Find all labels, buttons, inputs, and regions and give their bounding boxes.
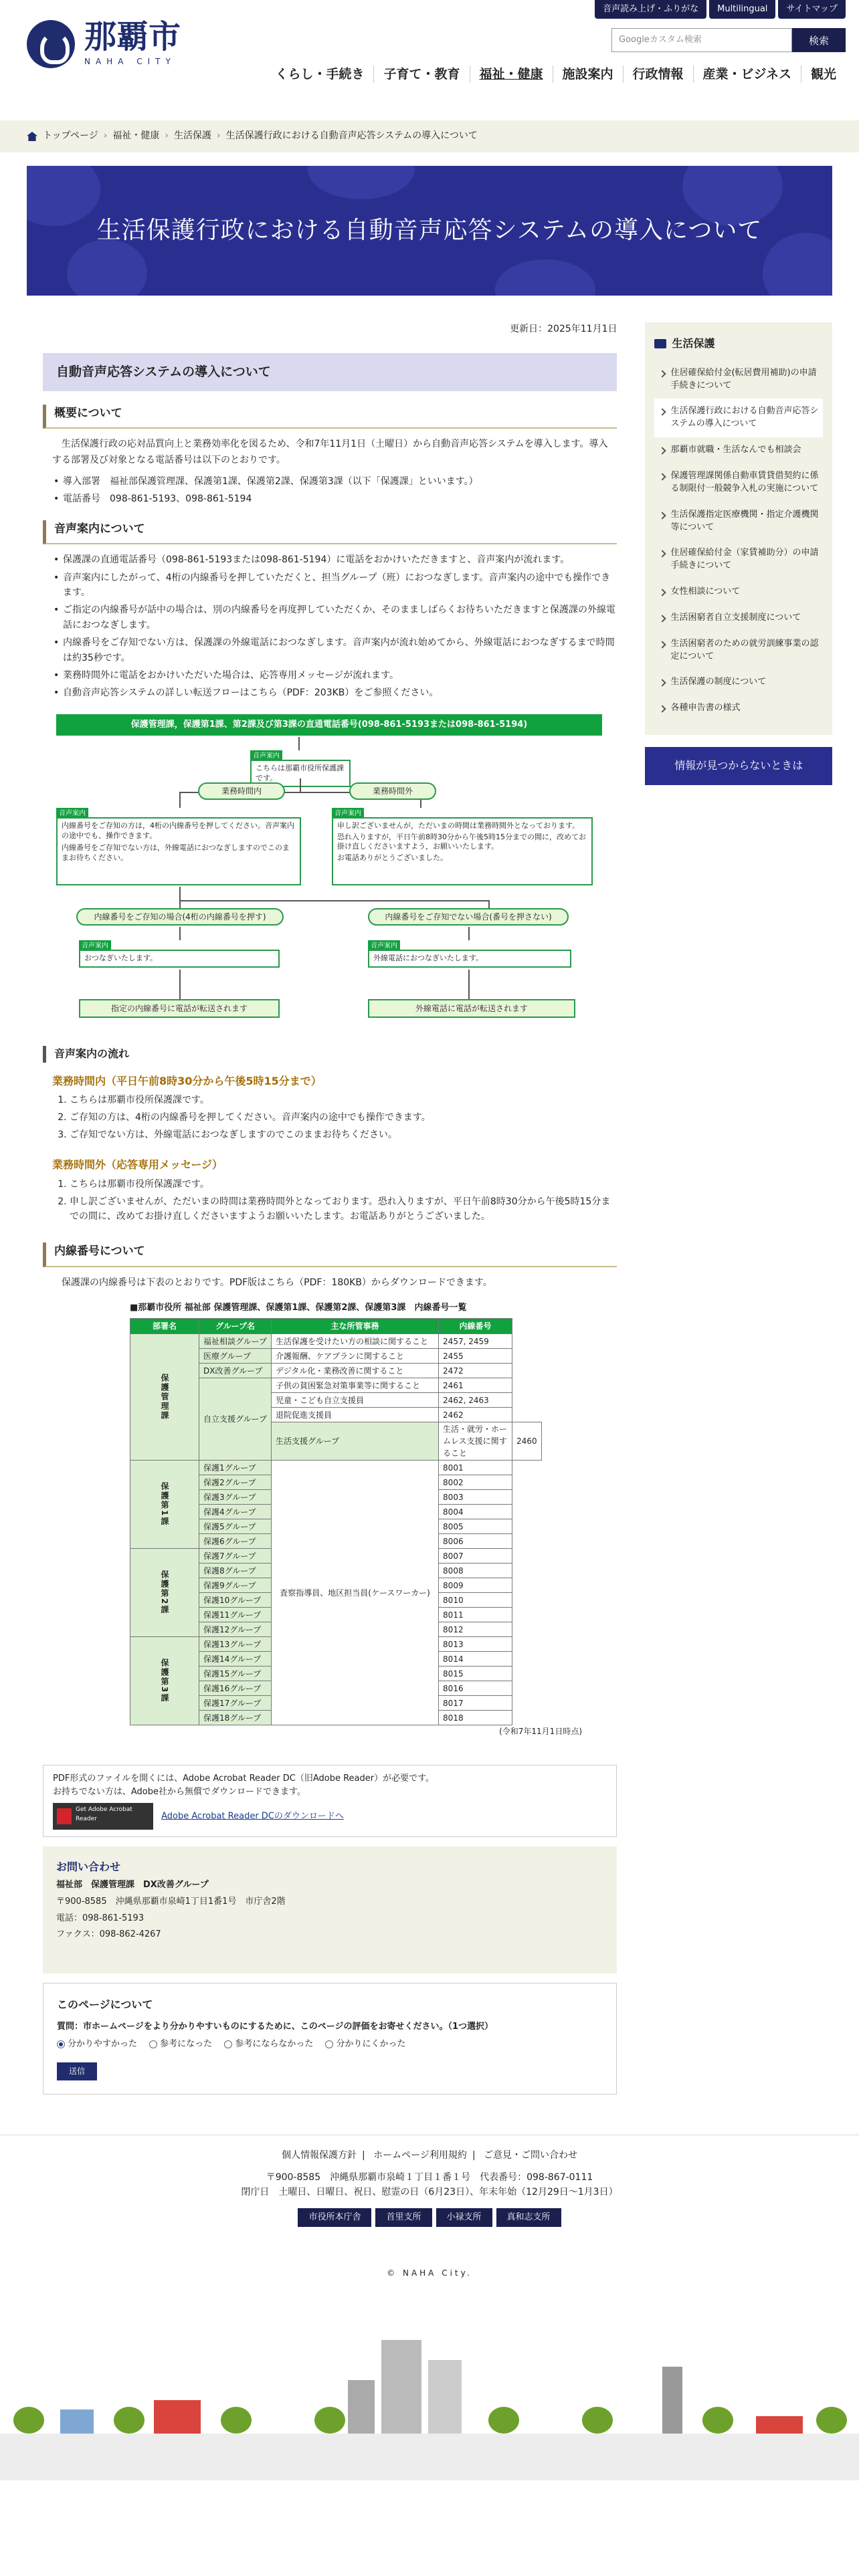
main-content (43, 322, 617, 2095)
adobe-download-link[interactable]: Adobe Acrobat Reader DCのダウンロードへ (161, 1811, 344, 1822)
table-row: 保護12グループ 8012 (130, 1622, 542, 1637)
site-footer: 個人情報保護方針 | ホームページ利用規約 | ご意見・ご問い合わせ 〒900-8585 沖縄県那覇市泉崎１丁目１番１号 代表番号：098-867-0111 閉庁日 土曜日、日曜日、祝日、慰霊の日（6月23日）、年末年始（12月29日〜1月3日） 市役所本庁舎 首里支所 小禄支所 真和志支所 © NAHA City. (0, 2135, 859, 2480)
guide-heading: 音声案内について (43, 520, 617, 544)
list-item: 2. ご存知の方は、4桁の内線番号を押してください。音声案内の途中でも操作できます。 (70, 1111, 617, 1125)
sidebar (645, 322, 832, 2095)
contact-box: お問い合わせ 福祉部 保護管理課 DX改善グループ 〒900-8585 沖縄県那覇市泉崎1丁目1番1号 市庁舎2階 電話：098-861-5193 ファクス：098-862-4267 (43, 1846, 617, 1973)
nav-kosodate[interactable]: 子育て・教育 (374, 66, 470, 83)
table-row: 医療グループ 介護報酬、ケアプランに関すること 2455 (130, 1349, 542, 1364)
footer-honcho-button[interactable]: 市役所本庁舎 (298, 2208, 371, 2227)
table-row: 保護15グループ 8015 (130, 1667, 542, 1681)
sidebar-item[interactable]: 生活保護指定医療機関・指定介護機関等について (654, 502, 823, 541)
table-row: 保護4グループ 8004 (130, 1505, 542, 1519)
adobe-reader-badge-icon[interactable]: Get Adobe Acrobat Reader (53, 1803, 153, 1830)
sidebar-item[interactable]: 住居確保給付金（家賃補助分）の申請手続きについて (654, 540, 823, 579)
flow-left-box: 内線番号をご存知の方は，4桁の内線番号を押してください。音声案内の途中でも、操作できます。 内線番号をご存知でない方は，外線電話におつなぎしますのでこのままお待ちください。 (56, 817, 301, 885)
table-row: 保護6グループ 8006 (130, 1534, 542, 1549)
sidebar-item[interactable]: 保護管理課関係自動車賃貸借契約に係る制限付一般競争入札の実施について (654, 463, 823, 502)
flow-right-box: 申し訳ございませんが，ただいまの時間は業務時間外となっております。 恐れ入りますが，平日午前8時30分から午後5時15分までの間に，改めてお掛け直しくださいますよう，お願いいたします。 お電話ありがとうございました。 (332, 817, 593, 885)
utility-links (595, 0, 846, 19)
table-row: 保護8グループ 8008 (130, 1564, 542, 1578)
util-multilingual-link[interactable]: Multilingual (709, 0, 775, 19)
table-row: 保護5グループ 8005 (130, 1519, 542, 1534)
sidebar-item-current[interactable]: 生活保護行政における自動音声応答システムの導入について (654, 399, 823, 437)
table-row: 保護第2課 保護7グループ 8007 (130, 1549, 542, 1564)
home-icon (27, 132, 37, 141)
site-header (0, 0, 859, 120)
list-item: • 音声案内にしたがって、4桁の内線番号を押していただくと、担当グループ（班）におつなぎします。音声案内の途中でも操作できます。 (52, 570, 617, 601)
logo-sub: NAHA CITY (84, 56, 176, 66)
flow-connect: おつなぎいたします。 (79, 950, 280, 968)
table-row: 生活支援グループ 生活・就労・ホームレス支援に関すること 2460 (130, 1422, 542, 1461)
search-input[interactable]: Googleカスタム検索 (611, 28, 792, 52)
nav-kanko[interactable]: 観光 (810, 67, 836, 82)
table-row: 保護3グループ 8003 (130, 1490, 542, 1505)
logo-main: 那覇市 (84, 17, 181, 56)
table-caption: ■那覇市役所 福祉部 保護管理課、保護第1課、保護第2課、保護第3課 内線番号一覧 (130, 1303, 467, 1313)
city-emblem-icon (27, 20, 75, 68)
survey-option-3[interactable]: 参考にならなかった (224, 2038, 313, 2051)
nav-fukushi[interactable]: 福祉・健康 (470, 66, 553, 83)
title-banner (27, 166, 832, 296)
flow-head: 保護管理課，保護第1課、第2課及び第3課の直通電話番号(098-861-5193または098-861-5194) (56, 714, 602, 736)
nav-gyosei[interactable]: 行政情報 (624, 66, 694, 83)
table-row: 保護16グループ 8016 (130, 1681, 542, 1696)
list-item: 1. こちらは那覇市役所保護課です。 (70, 1093, 617, 1108)
flow-top-msg: こちらは那覇市役所保護課です。 (250, 760, 351, 788)
table-row: 保護2グループ 8002 (130, 1475, 542, 1490)
sidebar-item[interactable]: 各種申告書の様式 (654, 695, 823, 722)
breadcrumb-seikatsuhogo[interactable]: 生活保護 (173, 130, 211, 142)
list-item: • ご指定の内線番号が話中の場合は、別の内線番号を再度押していただくか、そのまましばらくお待ちいただきますと保護課の外線電話におつなぎします。 (52, 603, 617, 633)
overview-text: 生活保護行政の応対品質向上と業務効率化を図るため、令和7年11月1日（土曜日）から自動音声応答システムを導入します。導入する部署及び対象となる電話番号は以下のとおりです。 (52, 439, 608, 466)
flow-outer: 外線電話におつなぎいたします。 (368, 950, 571, 968)
footer-hours: 閉庁日 土曜日、日曜日、祝日、慰霊の日（6月23日）、年末年始（12月29日〜1月3日） (241, 2187, 618, 2198)
table-note: (令和7年11月1日時点) (499, 1727, 582, 1737)
list-item-pdf-link[interactable]: • 自動音声応答システムの詳しい転送フローはこちら（PDF：203KB）をご参照ください。 (52, 685, 617, 700)
city-illustration (0, 2293, 859, 2480)
not-found-button[interactable]: 情報が見つからないときは (645, 747, 832, 785)
sidebar-item[interactable]: 住居確保給付金(転居費用補助)の申請手続きについて (654, 360, 823, 399)
section-heading: 自動音声応答システムの導入について (43, 353, 617, 391)
site-logo[interactable] (27, 17, 181, 68)
contact-title: お問い合わせ (56, 1860, 121, 1873)
page-title: 生活保護行政における自動音声応答システムの導入について (96, 217, 763, 245)
list-item: 3. ご存知でない方は、外線電話におつなぎしますのでこのままお待ちください。 (70, 1128, 617, 1143)
table-row: 児童・こども自立支援員 2462, 2463 (130, 1393, 542, 1408)
footer-oroku-button[interactable]: 小禄支所 (436, 2208, 492, 2227)
table-row: 保護9グループ 8009 (130, 1578, 542, 1593)
updated-date: 更新日：2025年11月1日 (510, 324, 617, 334)
footer-mawashi-button[interactable]: 真和志支所 (496, 2208, 561, 2227)
nav-sangyo[interactable]: 産業・ビジネス (694, 66, 801, 83)
sidebar-item[interactable]: 生活保護の制度について (654, 669, 823, 695)
global-nav (266, 66, 846, 83)
flow-end-right: 外線電話に電話が転送されます (368, 999, 575, 1018)
nav-kurashi[interactable]: くらし・手続き (266, 66, 374, 83)
flow-out-hours: 業務時間外 (349, 782, 436, 800)
sidebar-item[interactable]: 那覇市就職・生活なんでも相談会 (654, 437, 823, 463)
site-search (611, 28, 846, 52)
table-row: 保護第1課 保護1グループ 査察指導員、地区担当員(ケースワーカー) 8001 (130, 1461, 542, 1475)
out-hours-heading: 業務時間外（応答専用メッセージ） (52, 1158, 223, 1172)
list-item: • 電話番号 098-861-5193、098-861-5194 (52, 492, 617, 506)
table-row: 保護第3課 保護13グループ 8013 (130, 1637, 542, 1652)
ext-heading: 内線番号について (43, 1243, 617, 1267)
survey-submit-button[interactable]: 送信 (57, 2062, 97, 2080)
breadcrumb: トップページ › 福祉・健康 › 生活保護 › 生活保護行政における自動音声応答システムの導入について (0, 120, 859, 152)
footer-privacy-link[interactable]: 個人情報保護方針 (281, 2149, 357, 2161)
list-item: • 業務時間外に電話をおかけいただいた場合は、応答専用メッセージが流れます。 (52, 668, 617, 683)
util-sitemap-link[interactable]: サイトマップ (778, 0, 846, 19)
table-row: DX改善グループ デジタル化・業務改善に関すること 2472 (130, 1364, 542, 1378)
table-row: 保護18グループ 8018 (130, 1711, 542, 1725)
sidebar-item[interactable]: 生活困窮者自立支援制度について (654, 605, 823, 631)
list-item: • 保護課の直通電話番号（098-861-5193または098-861-5194）に電話をおかけいただきますと、音声案内が流れます。 (52, 552, 617, 567)
sidebar-item[interactable]: 女性相談について (654, 579, 823, 605)
adobe-notice: PDF形式のファイルを開くには、Adobe Acrobat Reader DC（旧Adobe Reader）が必要です。 お持ちでない方は、Adobe社から無償でダウンロードできます。 Get Adobe Acrobat Reader Adobe Acrobat Reader DCのダウンロードへ (43, 1765, 617, 1837)
survey-option-2[interactable]: 参考になった (149, 2038, 212, 2051)
in-hours-heading: 業務時間内（平日午前8時30分から午後5時15分まで） (52, 1074, 322, 1087)
folder-icon (654, 339, 666, 348)
nav-shisetsu[interactable]: 施設案内 (553, 66, 624, 83)
transfer-flow-diagram: 保護管理課，保護第1課、第2課及び第3課の直通電話番号(098-861-5193または098-861-5194) 音声案内 こちらは那覇市役所保護課です。 業務時間内 業務時間外 音声案内 内線番号をご存知の方は，4桁の内線番号を押してください。音声案内の途中でも、操作できます。 内線番号をご存知でない方は，外線電話におつなぎしますのでこのままお待ちください。 音声案内 申し訳ございませんが，ただいまの時間は業務時間外となっております。 恐れ入りますが，平日午前8時30分から午後5時15分までの間に，改めてお掛け直しくださいますよう，お願いいたします。 お電話ありがとうございました。 内線番号をご存知の場合(4桁の内線番号を押す) 内線番号をご存知でない場合(番号を押さない) 音声案内 おつなぎいたします。 音声案内 外線電話におつなぎいたします。 指定の内線番号に電話が転送されます 外線電話に電話が転送されます (56, 714, 602, 1034)
breadcrumb-fukushi[interactable]: 福祉・健康 (112, 130, 160, 142)
table-row: 保護11グループ 8011 (130, 1608, 542, 1622)
breadcrumb-top[interactable]: トップページ (43, 130, 98, 142)
copyright: © NAHA City. (387, 2268, 472, 2278)
sidebar-item[interactable]: 生活困窮者のための就労訓練事業の認定について (654, 631, 823, 670)
survey-option-4[interactable]: 分かりにくかった (325, 2038, 405, 2051)
table-row: 自立支援グループ 子供の貧困緊急対策事業等に関すること 2461 (130, 1378, 542, 1393)
overview-heading: 概要について (43, 405, 617, 429)
search-button[interactable]: 検索 (792, 28, 846, 52)
table-row: 退院促進支援員 2462 (130, 1408, 542, 1422)
table-row: 保護10グループ 8010 (130, 1593, 542, 1608)
ext-text-pdf-link[interactable]: 保護課の内線番号は下表のとおりです。PDF版はこちら（PDF：180KB）からダウンロードできます。 (62, 1277, 492, 1288)
table-row: 保護14グループ 8014 (130, 1652, 542, 1667)
list-item: 2. 申し訳ございませんが、ただいまの時間は業務時間外となっております。恐れ入りますが、平日午前8時30分から午後5時15分までの間に、改めてお掛け直しくださいますようお願いいたします。お電話ありがとうございました。 (70, 1195, 617, 1224)
flow-tag: 音声案内 (250, 750, 282, 762)
table-row: 保護17グループ 8017 (130, 1696, 542, 1711)
util-readaloud-link[interactable]: 音声読み上げ・ふりがな (595, 0, 706, 19)
footer-address: 〒900-8585 沖縄県那覇市泉崎１丁目１番１号 代表番号：098-867-0111 (266, 2172, 593, 2183)
list-item: • 内線番号をご存知でない方は、保護課の外線電話におつなぎします。音声案内が流れ始めてから、外線電話におつなぎするまで時間は約35秒です。 (52, 635, 617, 665)
flow-heading: 音声案内の流れ (43, 1046, 617, 1063)
breadcrumb-current: 生活保護行政における自動音声応答システムの導入について (225, 130, 478, 142)
sidebar-title: 生活保護 (654, 336, 823, 352)
survey-option-1[interactable]: 分かりやすかった (57, 2038, 137, 2051)
extension-table: 部署名 グループ名 主な所管事務 内線番号 保護管理課 福祉相談グループ 生活保護を受けたい方の相談に関すること 2457, 2459 医療グループ 介護報酬、ケアプランに関すること 2455 DX改善グループ デジタル化・業務改善に関すること 2472 自立支援グループ 子供の貧困緊急対策事業等に関すること 2461 児童・こども自立支援員 2462, 2463 退院促進支援員 2462 生活支援グループ 生活・就労・ホームレス支援に関すること 2460 保護第1課 保護1グループ 査察指導員、地区担当員(ケースワーカー) 8001 保護2グループ 8002 保護3グループ 8003 保護4グループ 8004 保護5グループ 8005 保護6グループ 8006 保護第2課 保護7グループ 8007 保護8グループ 8008 保護9グループ 8009 保護10グループ 8010 保護11グループ 8011 保護12グループ 8012 保護第3課 保護13グループ 8013 保護14グループ 8014 保護15グループ 8015 保護16グループ 8016 保護17グループ 8017 保護18グループ 8018 (130, 1318, 542, 1726)
survey-title: このページについて (57, 1998, 153, 2011)
footer-shuri-button[interactable]: 首里支所 (375, 2208, 432, 2227)
page-survey: このページについて 質問：市ホームページをより分かりやすいものにするために、このページの評価をお寄せください。（1つ選択） 分かりやすかった 参考になった 参考にならなかった 分かりにくかった 送信 (43, 1983, 617, 2095)
flow-know: 内線番号をご存知の場合(4桁の内線番号を押す) (76, 908, 284, 926)
footer-terms-link[interactable]: ホームページ利用規約 (373, 2149, 467, 2161)
table-row: 保護管理課 福祉相談グループ 生活保護を受けたい方の相談に関すること 2457, 2459 (130, 1334, 542, 1349)
flow-dont-know: 内線番号をご存知でない場合(番号を押さない) (368, 908, 569, 926)
footer-contact-link[interactable]: ご意見・ご問い合わせ (484, 2149, 578, 2161)
flow-end-left: 指定の内線番号に電話が転送されます (79, 999, 280, 1018)
list-item: 1. こちらは那覇市役所保護課です。 (70, 1178, 617, 1192)
list-item: • 導入部署 福祉部保護管理課、保護第1課、保護第2課、保護第3課（以下「保護課」といいます。） (52, 474, 617, 489)
flow-in-hours: 業務時間内 (198, 782, 285, 800)
